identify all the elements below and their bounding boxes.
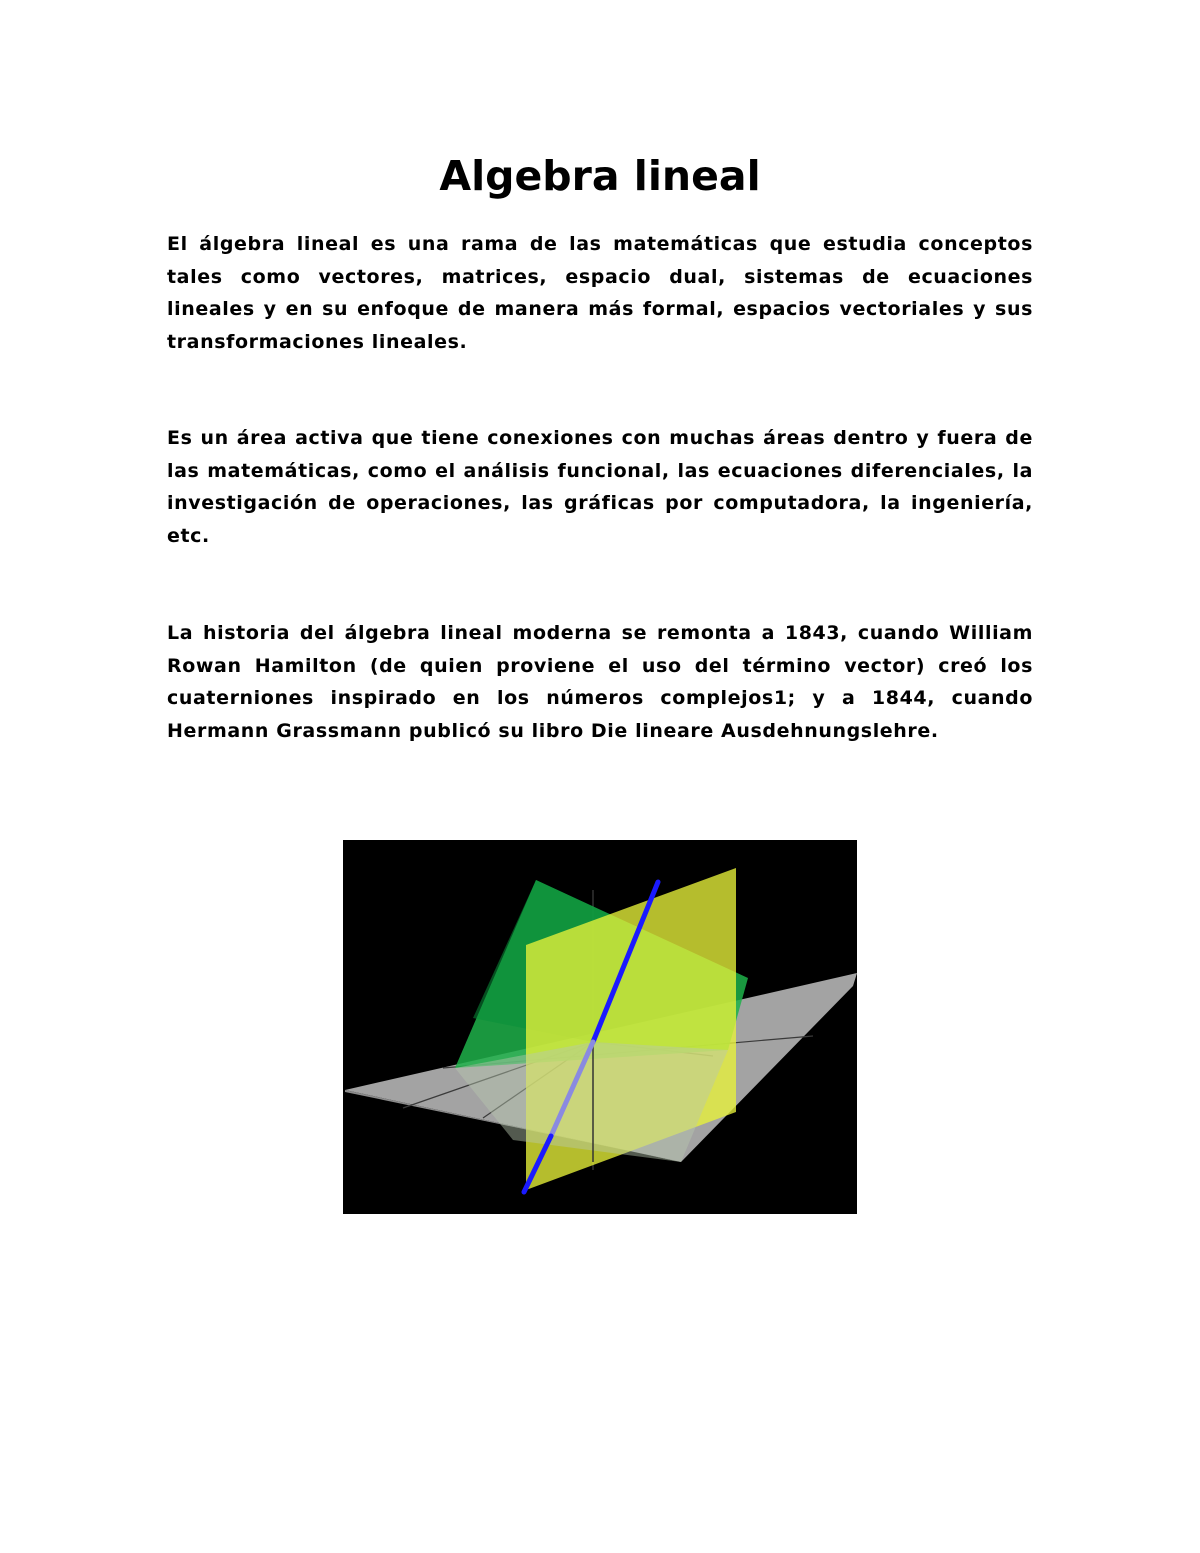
planes-illustration [343, 840, 857, 1214]
page-title: Algebra lineal [439, 152, 761, 200]
planes-intersection-figure [343, 840, 857, 1214]
paragraph-definition: El álgebra lineal es una rama de las matemáticas que estudia conceptos tales como vectores, matrices, espacio dual, sistemas de ecuaciones lineales y en su enfoque de manera más formal, espacios vectoriales y sus transformaciones lineales. [167, 233, 1033, 353]
paragraph-applications: Es un área activa que tiene conexiones con muchas áreas dentro y fuera de las matemáticas, como el análisis funcional, las ecuaciones diferenciales, la investigación de operaciones, las gráficas por computadora, la ingeniería, etc. [167, 427, 1033, 547]
paragraph-history: La historia del álgebra lineal moderna se remonta a 1843, cuando William Rowan Hamilton (de quien proviene el uso del término vector) creó los cuaterniones inspirado en los números complejos1; y a 1844, cuando Hermann Grassmann publicó su libro Die lineare Ausdehnungslehre. [167, 622, 1033, 742]
